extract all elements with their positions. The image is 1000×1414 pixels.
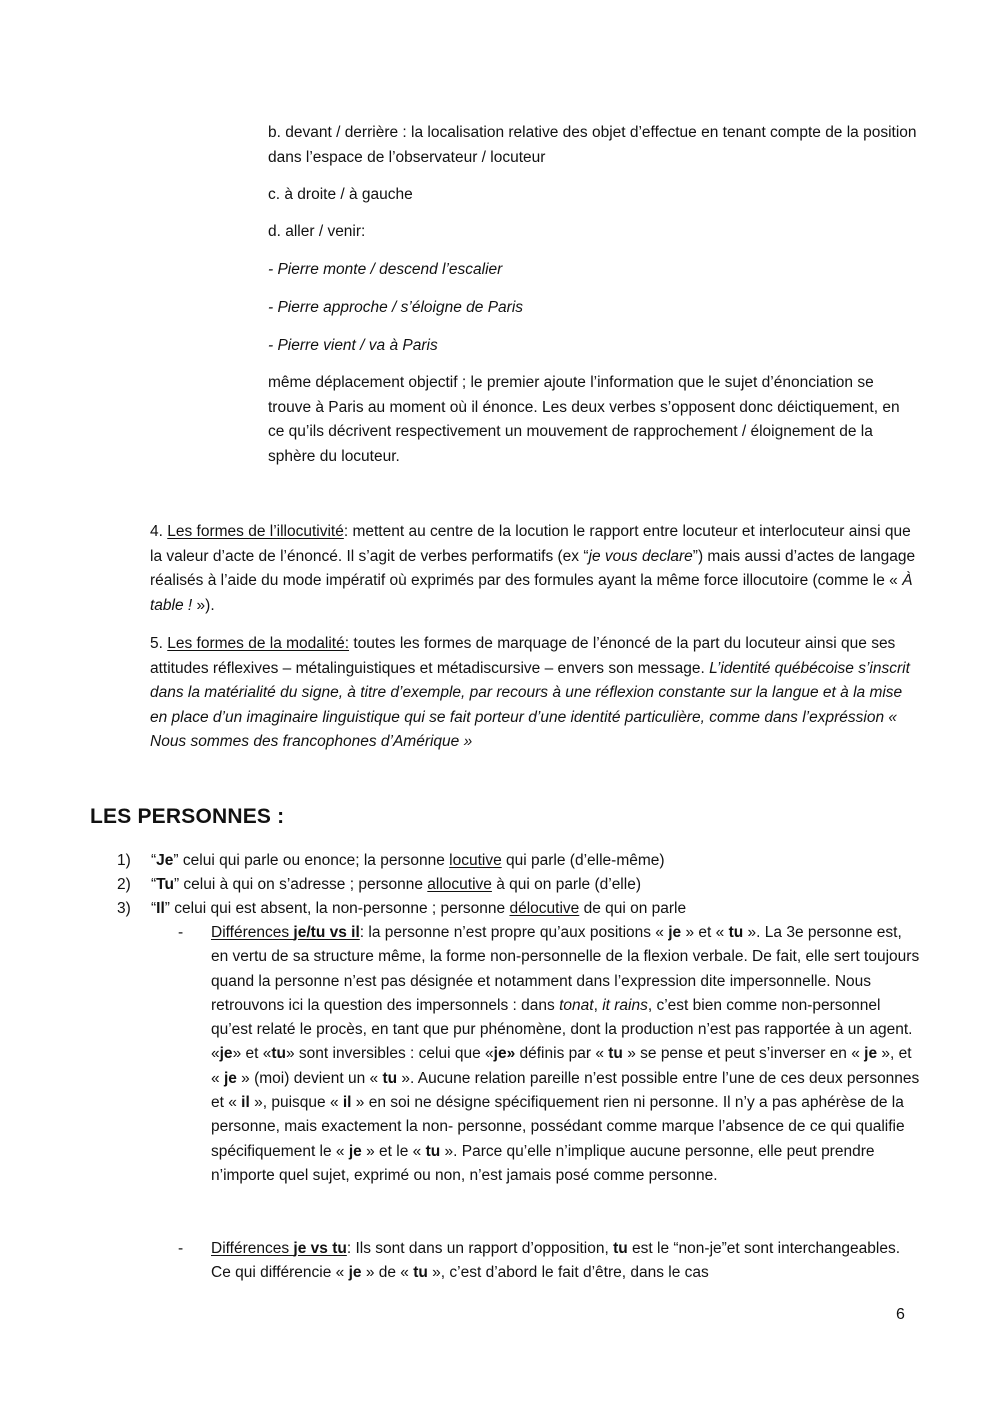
- bullet-label-bold: je vs tu: [293, 1240, 347, 1257]
- pronoun: je: [668, 924, 682, 941]
- bullet-text: [211, 1237, 920, 1286]
- item-c: c. à droite / à gauche: [268, 186, 413, 203]
- point-5-example: L’identité québécoise s’inscrit dans la matérialité du signe, à titre d’exemple, par recours à une réflexion constante sur la langue et à la mise en place d’un imaginaire linguistique qui se fait porteur d’une identité particulière, comme dans l’expréssion « Nous sommes des francophones d’Amérique »: [150, 659, 910, 750]
- list-item: [117, 897, 917, 920]
- bullet-segment: », puisque «: [249, 1094, 343, 1112]
- list-text: qui parle (d’elle-même): [501, 852, 665, 869]
- example-1: - Pierre monte / descend l’escalier: [268, 261, 503, 278]
- list-text: de qui on parle: [579, 900, 687, 917]
- quote: “: [151, 876, 157, 893]
- explanation-paragraph: même déplacement objectif ; le premier ajoute l’information que le sujet d’énonciation se trouve à Paris au moment où il énonce. Les deux verbes s’opposent donc déictiquement, en ce qu’ils décrivent respectivement un mouvement de rapprochement / éloignement de la sphère du locuteur.: [268, 374, 900, 465]
- item-d: d. aller / venir:: [268, 223, 366, 240]
- bullet-segment: ». Parce qu’elle n’implique aucune personne, elle peut prendre n’importe quel sujet, exprimé ou non, n’est jamais posé comme personne.: [211, 1142, 875, 1184]
- example-3: - Pierre vient / va à Paris: [268, 337, 438, 354]
- list-item: [117, 849, 917, 872]
- point-4-text: ”) mais aussi d’actes de langage réalisés à l’aide du mode impératif où exprimés par des formules ayant la même force illocutoire (comme le «: [150, 547, 916, 589]
- point-4-text: »).: [192, 596, 215, 614]
- pronoun: je: [219, 1045, 233, 1063]
- point-4-example: À table !: [150, 572, 913, 614]
- pronoun: tu: [728, 924, 744, 941]
- example: tonat: [559, 996, 594, 1014]
- bullet-segment: : la personne n’est propre qu’aux positions «: [359, 924, 669, 941]
- bullet-segment: » et le «: [361, 1142, 426, 1160]
- bullet-segment: » se pense et peut s’inverser en «: [622, 1045, 865, 1063]
- bullet-segment: » sont inversibles : celui que «: [285, 1045, 494, 1063]
- bullet-je-vs-tu: [178, 1237, 920, 1286]
- bullet-segment: » en soi ne désigne spécifiquement rien ni personne. Il n’y a pas aphérèse de la personne, mais exactement la non- personne, possédant comme marque l’absence de ce qui qualifie spécifiquement le «: [211, 1094, 905, 1160]
- bullet-dash: -: [178, 924, 184, 941]
- quote: “: [151, 900, 157, 917]
- bullet-segment: » de «: [361, 1264, 414, 1282]
- list-number: 1): [117, 852, 131, 869]
- pronoun: tu: [608, 1045, 623, 1063]
- point-4-number: 4.: [150, 523, 168, 540]
- bullet-text: [211, 921, 920, 1188]
- list-text: à qui on parle (d’elle): [491, 876, 641, 893]
- list-text: ” celui à qui on s’adresse ; personne: [173, 876, 428, 893]
- bullet-segment: », et «: [211, 1045, 912, 1087]
- point-5-number: 5.: [150, 635, 168, 652]
- pronoun: tu: [613, 1240, 628, 1257]
- pronoun: Tu: [156, 876, 174, 893]
- term: délocutive: [509, 900, 580, 917]
- point-4-term: Les formes de l’illocutivité: [167, 523, 344, 540]
- bullet-segment: , c’est bien comme non-personnel qu’est relaté le procès, en tant que pur phénomène, dont la production n’est pas rapportée à un agent. «: [211, 996, 913, 1063]
- pronoun: je: [223, 1069, 237, 1087]
- example: it rains: [602, 996, 648, 1014]
- pronoun: je»: [493, 1045, 516, 1063]
- bullet-segment: » et «: [681, 924, 729, 941]
- list-item: [117, 873, 917, 896]
- item-b: b. devant / derrière : la localisation relative des objet d’effectue en tenant compte de la position dans l’espace de l’observateur / locuteur: [268, 124, 917, 166]
- point-5-text: toutes les formes de marquage de l’énoncé de la part du locuteur ainsi que ses attitudes réflexives – métalinguistiques et métadiscursive – envers son message.: [150, 635, 896, 677]
- list-text: ” celui qui parle ou enonce; la personne: [173, 852, 450, 869]
- point-4-example: je vous declare: [588, 547, 693, 565]
- example-2: - Pierre approche / s’éloigne de Paris: [268, 299, 524, 316]
- pronoun: Je: [156, 852, 174, 869]
- bullet-segment: » (moi) devient un «: [236, 1069, 383, 1087]
- pronoun: tu: [413, 1264, 428, 1282]
- term: locutive: [449, 852, 502, 869]
- bullet-segment: définis par «: [515, 1045, 609, 1063]
- term: allocutive: [427, 876, 492, 893]
- point-4-text: : mettent au centre de la locution le rapport entre locuteur et interlocuteur ainsi que la valeur d’acte de l’énoncé. Il s’agit de verbes performatifs (ex “: [150, 523, 911, 565]
- list-number: 2): [117, 876, 131, 893]
- section-title: LES PERSONNES :: [90, 805, 285, 828]
- bullet-je-tu-vs-il: [178, 921, 920, 1188]
- pronoun: Il: [156, 900, 165, 917]
- point-5-term: Les formes de la modalité:: [167, 635, 350, 652]
- pronoun: je: [348, 1142, 362, 1160]
- list-text: ” celui qui est absent, la non-personne ; personne: [164, 900, 510, 917]
- pronoun: tu: [382, 1069, 398, 1087]
- bullet-dash: -: [178, 1240, 184, 1257]
- point-4-paragraph: [150, 520, 918, 618]
- bullet-segment: », c’est d’abord le fait d’être, dans le cas: [427, 1264, 709, 1282]
- bullet-segment: est le “non-je”et sont interchangeables. Ce qui différencie «: [211, 1240, 901, 1282]
- pronoun: tu: [271, 1045, 286, 1063]
- quote: “: [151, 852, 157, 869]
- bullet-label-bold: je/tu vs il: [293, 924, 360, 941]
- pronoun: tu: [425, 1142, 441, 1160]
- bullet-segment: » et «: [232, 1045, 272, 1063]
- bullet-label: Différences: [211, 1240, 294, 1257]
- bullet-segment: ». Aucune relation pareille n’est possible entre l’une de ces deux personnes et «: [211, 1069, 920, 1112]
- pronoun: je: [864, 1045, 878, 1063]
- bullet-segment: : Ils sont dans un rapport d’opposition,: [346, 1240, 614, 1257]
- bullet-segment: ,: [593, 996, 603, 1014]
- bullet-label: Différences: [211, 924, 294, 941]
- pronoun: je: [348, 1264, 362, 1282]
- pronoun: il: [342, 1094, 352, 1112]
- point-5-paragraph: [150, 632, 918, 755]
- pronoun: il: [241, 1094, 250, 1112]
- bullet-segment: ». La 3e personne est, en vertu de sa structure même, la forme non-personnelle de la flexion verbale. De fait, elle sert toujours quand la personne n’est pas désignée et notamment dans l’expression dite impersonnelle. Nous retrouvons ici la question des impersonnels : dans: [211, 924, 920, 1014]
- list-number: 3): [117, 900, 131, 917]
- page-number: 6: [896, 1306, 905, 1323]
